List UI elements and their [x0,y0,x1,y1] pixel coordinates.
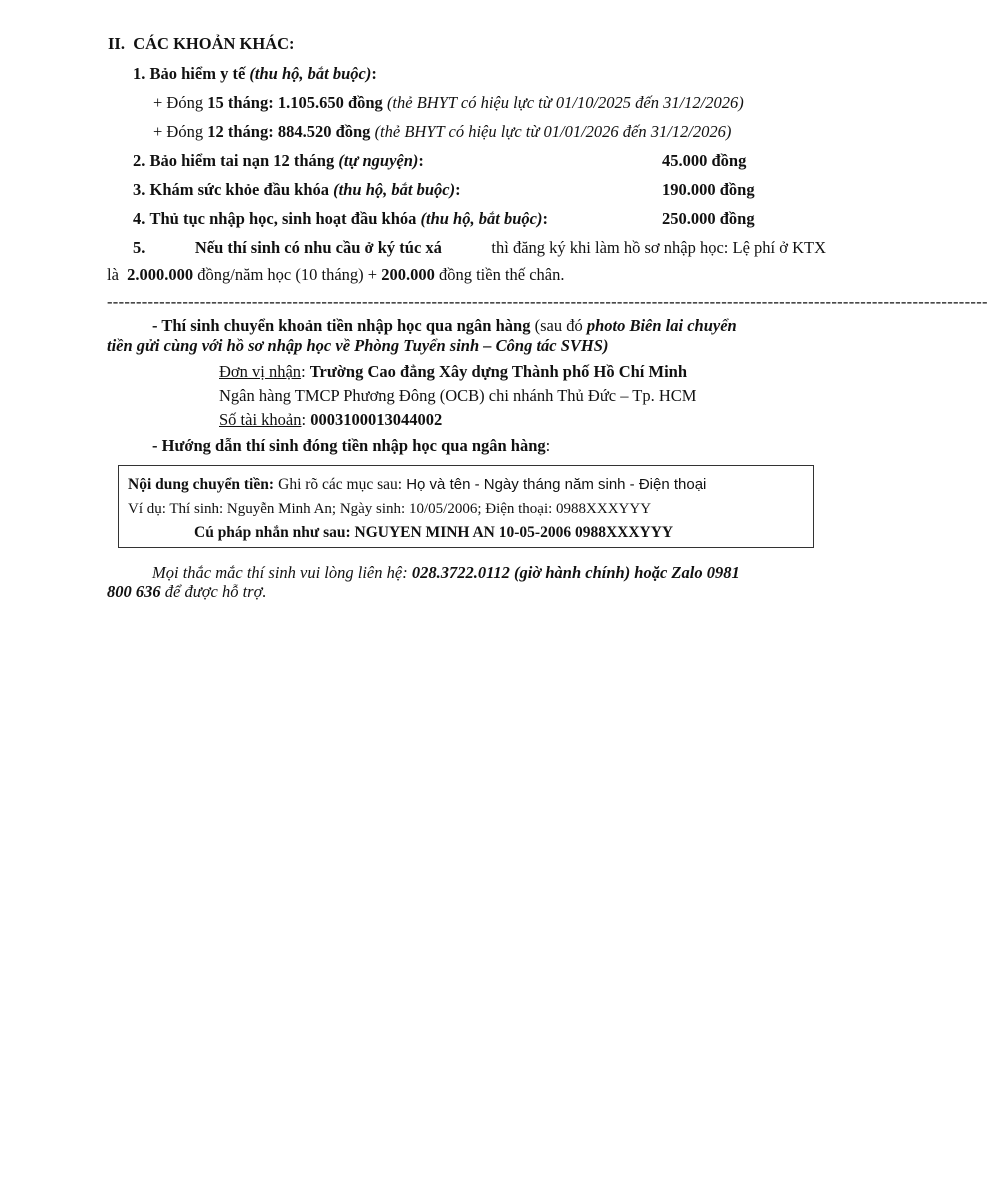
item-1-number: 1. [133,64,146,83]
dorm-deposit-text: đồng tiền thế chân. [438,265,565,284]
section-title: II. CÁC KHOẢN KHÁC: [108,34,295,53]
contact-prefix: Mọi thắc mắc thí sinh vui lòng liên hệ: [152,563,408,582]
item-3-colon: : [455,180,461,199]
contact-note-continued [107,582,267,602]
bank-transfer-lead-bold: - Thí sinh chuyển khoản tiền nhập học qua ngân hàng [152,316,531,335]
item-5-text: thì đăng ký khi làm hồ sơ nhập học: Lệ phí ở KTX [491,238,826,257]
bank-name: Ngân hàng TMCP Phương Đông (OCB) chi nhánh Thủ Đức – Tp. HCM [219,386,697,405]
item-1-note: (thu hộ, bắt buộc) [249,64,372,83]
item-2-note: (tự nguyện) [338,151,419,170]
item-2-accident-insurance [133,151,424,171]
option-prefix: + Đóng [153,122,204,141]
option-prefix: + Đóng [153,93,204,112]
item-5-number: 5. [133,238,146,257]
bank-transfer-lead [152,316,737,336]
item-2-number: 2. [133,151,146,170]
bank-transfer-lead-normal: (sau đó [534,316,583,335]
option-validity: (thẻ BHYT có hiệu lực từ 01/10/2025 đến 31/12/2026) [386,93,744,112]
payment-guide-text: - Hướng dẫn thí sinh đóng tiền nhập học qua ngân hàng [152,436,546,455]
item-5-dormitory-fee [107,265,565,285]
account-number: 0003100013044002 [310,410,443,429]
payment-guide-colon: : [545,436,551,455]
dorm-fee-text: đồng/năm học (10 tháng) + [197,265,378,284]
payment-guide-heading [152,436,550,456]
account-line: Số tài khoản: 0003100013044002 [219,410,443,429]
item-5-dormitory [133,238,826,258]
transfer-content-intro: Ghi rõ các mục sau: [278,476,403,493]
item-3-amount: 190.000 đồng [662,180,755,199]
recipient-value: Trường Cao đẳng Xây dựng Thành phố Hồ Chí Minh [309,362,688,381]
transfer-content-line [128,474,706,495]
contact-phone-zalo: 028.3722.0112 (giờ hành chính) hoặc Zalo 0981 [411,563,740,582]
item-1-colon: : [371,64,377,83]
option-amount: 15 tháng: 1.105.650 đồng [207,93,383,112]
option-amount: 12 tháng: 884.520 đồng [207,122,371,141]
item-5-label: Nếu thí sinh có nhu cầu ở ký túc xá [194,238,442,257]
bank-transfer-lead-continued: tiền gửi cùng với hồ sơ nhập học về Phòng Tuyển sinh – Công tác SVHS) [107,336,609,355]
item-4-colon: : [542,209,548,228]
item-1-option-12-months [153,122,731,142]
item-4-enrollment [133,209,548,229]
account-label: Số tài khoản [219,410,302,429]
item-4-label: Thủ tục nhập học, sinh hoạt đầu khóa [149,209,417,228]
item-2-label: Bảo hiểm tai nạn 12 tháng [149,151,335,170]
item-2-amount: 45.000 đồng [662,151,747,170]
fee-prefix: là [107,265,119,284]
item-1-option-15-months [153,93,744,113]
recipient-line: Đơn vị nhận: Trường Cao đẳng Xây dựng Thành phố Hồ Chí Minh [219,362,688,381]
transfer-content-fields: Họ và tên - Ngày tháng năm sinh - Điện thoại [406,476,707,493]
dashed-separator: -------------------------------------------------------------------------------------------------------------------------------------------------------- [107,292,988,311]
contact-note [152,563,740,583]
item-3-note: (thu hộ, bắt buộc) [333,180,456,199]
item-3-label: Khám sức khỏe đầu khóa [149,180,330,199]
contact-suffix: để được hỗ trợ. [164,582,267,601]
item-4-number: 4. [133,209,146,228]
item-1-health-insurance [133,64,377,84]
transfer-content-label: Nội dung chuyển tiền: [128,476,274,493]
contact-zalo-continued: 800 636 [107,582,161,601]
item-3-health-check [133,180,461,200]
transfer-example: Ví dụ: Thí sinh: Nguyễn Minh An; Ngày sinh: 10/05/2006; Điện thoại: 0988XXXYYY [128,501,652,517]
item-3-number: 3. [133,180,146,199]
item-1-label: Bảo hiểm y tế [149,64,246,83]
item-4-note: (thu hộ, bắt buộc) [420,209,543,228]
transfer-syntax: Cú pháp nhắn như sau: NGUYEN MINH AN 10-05-2006 0988XXXYYY [194,524,674,541]
bank-transfer-lead-italic: photo Biên lai chuyển [586,316,737,335]
dorm-fee: 2.000.000 [127,265,194,284]
item-2-colon: : [418,151,424,170]
item-4-amount: 250.000 đồng [662,209,755,228]
dorm-deposit: 200.000 [381,265,435,284]
option-validity: (thẻ BHYT có hiệu lực từ 01/01/2026 đến 31/12/2026) [374,122,732,141]
recipient-label: Đơn vị nhận [219,362,302,381]
